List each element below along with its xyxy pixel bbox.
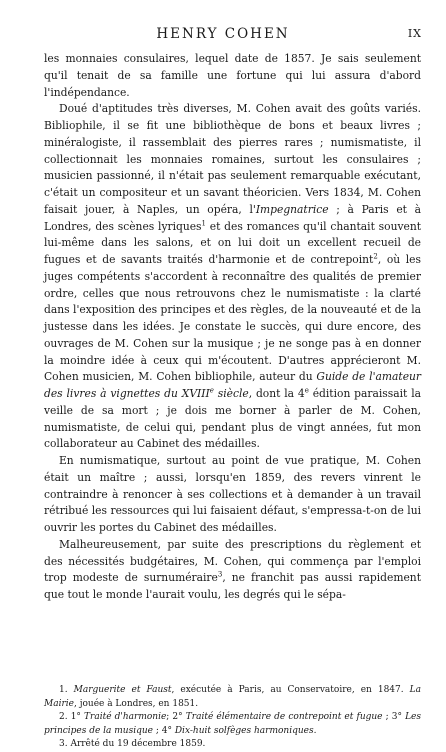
text-run: édition paraissait la veille de sa mort ; je dois me borner à parler de M. Cohen, numismatiste, de celui qui, pendant plus de vingt années, fut mon collaborateur au Cabinet des médailles.	[44, 387, 421, 451]
text-run: les monnaies consulaires, lequel date de 1857. Je sais seulement qu'il tenait de sa famille une fortune qui lui assura d'abord l'indépendance.	[44, 52, 421, 99]
page-number: IX	[407, 27, 422, 40]
text-run: .	[313, 725, 317, 736]
paragraph	[44, 101, 421, 453]
text-run: ; 4°	[153, 725, 175, 736]
text-run: , jouée à Londres, en 1851.	[73, 698, 199, 709]
superscript: 1	[201, 218, 207, 227]
paragraph	[44, 51, 421, 101]
text-run: Doué d'aptitudes très diverses, M. Cohen avait des goûts variés. Bibliophile, il se fit une bibliothèque de bons et beaux livres ; minéralogiste, il rassemblait des pierres rares ; numismatiste, il collectionnait les monnaies romaines, surtout les consulaires ; musicien passionné, il n'était pas seulement remarquable exécutant, c'était un compositeur et un savant théoricien. Vers 1834, M. Cohen faisait jouer, à Naples, un opéra, l'	[44, 102, 421, 216]
superscript: 3	[217, 570, 223, 579]
text-run: 1.	[59, 685, 74, 695]
superscript: 2	[373, 252, 378, 261]
italic-text: Impegnatrice	[255, 202, 329, 216]
footnote	[44, 711, 421, 738]
text-run: ; à Paris et à Londres, des scènes lyriques	[44, 202, 422, 233]
italic-text: Dix-huit solfèges harmoniques	[174, 725, 314, 736]
text-run: En numismatique, surtout au point de vue pratique, M. Cohen était un maître ; aussi, lorsqu'en 1859, des revers vinrent le contraindre à renoncer à ses collections et à demander à un travail rétribué les ressources qui lui faisaient défaut, s'empressa-t-on de lui ouvrir les portes du Cabinet des médailles.	[44, 454, 421, 534]
superscript: e	[209, 386, 214, 395]
text-run: , dont la 4	[248, 387, 305, 400]
text-run: ; 2°	[166, 712, 186, 722]
text-run: ; 3°	[382, 712, 406, 722]
text-run: , ne franchit pas aussi rapidement que tout le monde l'aurait voulu, les degrés qui le sépa-	[44, 571, 421, 601]
text-run: , exécutée à Paris, au Conservatoire, en 1847.	[171, 685, 410, 695]
italic-text: Traité élémentaire de contrepoint et fugue	[185, 712, 383, 722]
text-run: 2. 1°	[59, 712, 85, 722]
footnote	[44, 684, 421, 711]
italic-text: siècle	[213, 387, 249, 400]
italic-text: Guide de l'amateur des livres à vignettes du XVIII	[44, 370, 422, 400]
footnote	[44, 738, 421, 752]
italic-text: Les principes de la musique	[44, 712, 421, 736]
running-head: HENRY COHEN	[156, 26, 290, 42]
footnotes	[44, 684, 421, 752]
text-run: , où les juges compétents s'accordent à reconnaître des qualités de premier ordre, celles que nous retrouvons chez le numismatiste : la clarté dans l'exposition des principes et des règles, de la nouveauté et de la justesse dans les idées. Je constate le succès, qui dure encore, des ouvrages de M. Cohen sur la musique ; je ne songe pas à en donner la moindre idée à ceux qui m'écoutent. D'autres apprécieront M. Cohen musicien, M. Cohen bibliophile, auteur du	[44, 253, 421, 384]
text-run: et des romances qu'il chantait souvent lui-même dans les salons, et on lui doit un excellent recueil de fugues et de savants traités d'harmonie et de contrepoint	[44, 219, 421, 266]
paragraph	[44, 537, 421, 604]
italic-text: Marguerite et Faust	[73, 685, 172, 695]
paragraph	[44, 453, 421, 537]
text-run: Malheureusement, par suite des prescriptions du règlement et des nécessités budgétaires, M. Cohen, qui commença par l'emploi trop modeste de surnuméraire	[44, 537, 421, 585]
body-text	[44, 51, 421, 604]
italic-text: La Mairie	[44, 685, 421, 709]
text-run: 3. Arrêté du 19 décembre 1859.	[59, 739, 206, 749]
page-header	[0, 26, 446, 46]
italic-text: Traité d'harmonie	[84, 712, 167, 722]
superscript: e	[304, 386, 309, 395]
